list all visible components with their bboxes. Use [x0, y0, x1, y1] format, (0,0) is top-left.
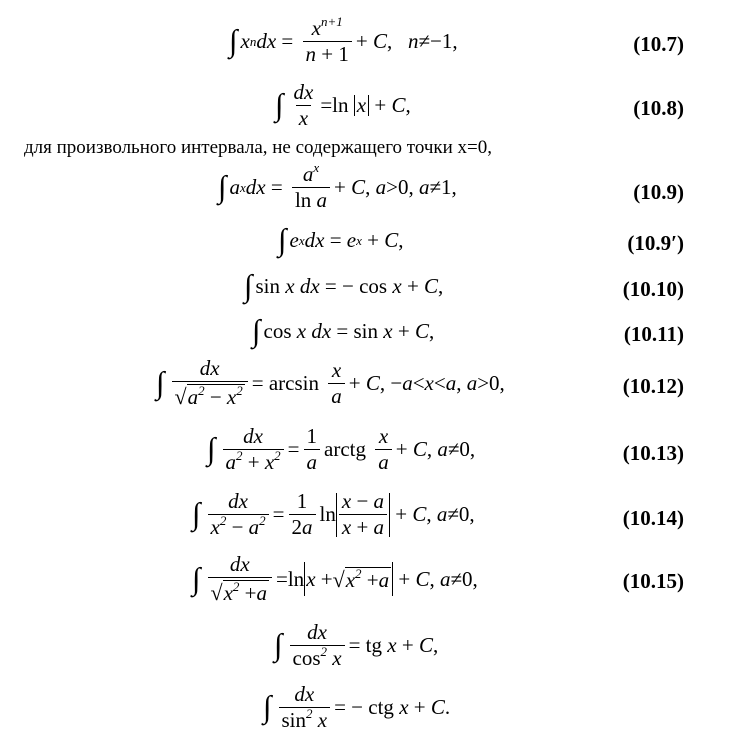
equation-number: (10.9)	[633, 180, 684, 204]
formula-10-9-prime: ∫ e x dx = e x + C ,	[278, 222, 404, 257]
equation-number: (10.7)	[633, 32, 684, 56]
formula-10-9: ∫ a x dx = $\frac{a^x}{\text{ln a}}$ + C , a >0, a ≠1,	[218, 160, 457, 212]
equation-number: (10.11)	[623, 322, 684, 346]
equation-number: (10.8)	[633, 96, 684, 120]
formula-10-14: ∫ $\frac{dx}{x^2 - a^2}$ = $\frac{1}{2a}$ ln $\frac{x - a}{x + a}$ + C , a ≠0,	[192, 489, 475, 539]
formula-10-13: ∫ $\frac{dx}{a^2 + x^2}$ = $\frac{1}{a}$ arctg $\frac{x}{a}$ + C , a ≠0,	[207, 424, 476, 474]
equation-number: (10.14)	[622, 506, 684, 530]
equation-number: (10.13)	[622, 441, 684, 465]
formula-10-7: ∫ x n dx = $\frac{x^{n+1}}{n + 1}$ + C , n ≠−1,	[229, 14, 458, 66]
formula-ctg: ∫ $\frac{dx}{\sin^2 x}$ = − ctg x + C .	[263, 682, 451, 732]
equation-number: (10.9′)	[627, 231, 684, 255]
formula-10-15: ∫ dx √ $x^2 +a$ =ln x + √ $x^2 +a$ + C , a ≠0,	[192, 552, 478, 605]
formula-10-11: ∫ cos x dx = sin x + C ,	[252, 313, 435, 348]
formula-tg: ∫ $\frac{dx}{\cos^2 x}$ = tg x + C ,	[274, 620, 439, 670]
equation-number: (10.10)	[622, 277, 684, 301]
equation-number: (10.12)	[622, 374, 684, 398]
formula-10-12: ∫ dx √ $a^2 - x^2$ = arcsin $\frac{x}{a}$ + C , − a < x < a , a >0,	[156, 356, 505, 409]
equation-number: (10.15)	[622, 569, 684, 593]
formula-10-8: ∫ $\frac{dx}{x}$ =ln x + C ,	[275, 80, 411, 130]
text-line: для произвольного интервала, не содержащего точки x=0,	[24, 137, 493, 158]
formula-10-10: ∫ sin x dx = − cos x + C ,	[244, 268, 444, 303]
